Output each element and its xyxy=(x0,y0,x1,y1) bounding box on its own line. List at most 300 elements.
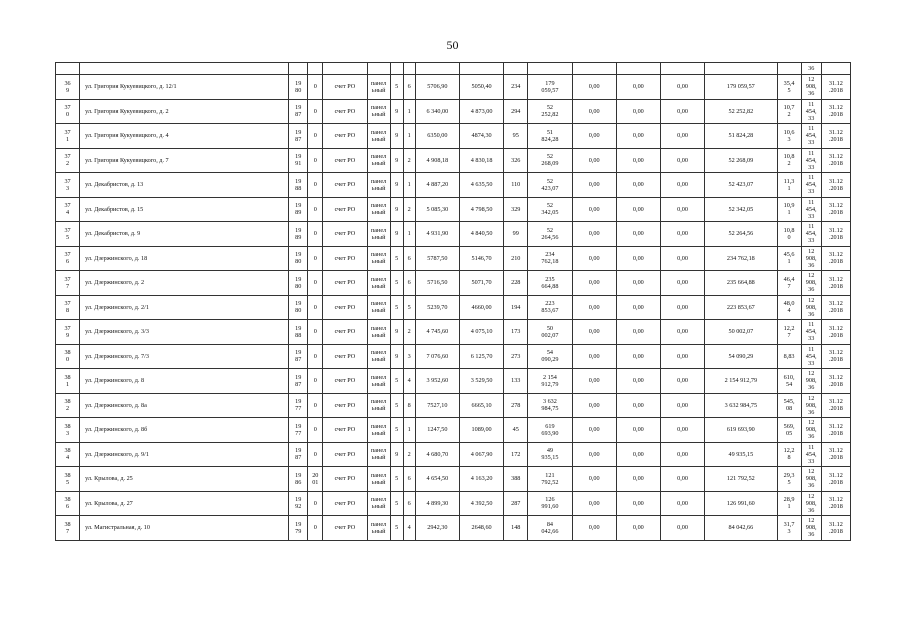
cell-cost: 52 264,56 xyxy=(528,222,572,247)
cell-residents: 99 xyxy=(504,222,528,247)
cell-year: 19 86 xyxy=(289,467,308,492)
cell-s1: 0,00 xyxy=(572,467,616,492)
table-row xyxy=(56,173,851,198)
cell-address: ул. Декабристов, д. 13 xyxy=(80,173,289,198)
cell-floors: 5 xyxy=(390,369,403,394)
cell-fund: счет РО xyxy=(323,369,367,394)
cell-unit-cost: 35,4 5 xyxy=(777,75,801,100)
cell-s2: 0,00 xyxy=(616,295,660,320)
cell-unit-cost: 11,3 1 xyxy=(777,173,801,198)
cell-limit: 12 908, 36 xyxy=(801,271,821,296)
cell-total: 51 824,28 xyxy=(705,124,777,149)
cell-num: 37 8 xyxy=(56,295,80,320)
cell-residents: 133 xyxy=(504,369,528,394)
cell-cost: 121 792,52 xyxy=(528,467,572,492)
cell-floors: 5 xyxy=(390,295,403,320)
cell-wall: панел ьный xyxy=(367,516,390,541)
cell-limit: 11 454, 33 xyxy=(801,197,821,222)
cell-area-total: 4 931,90 xyxy=(415,222,459,247)
cell-unit-cost: 545, 08 xyxy=(777,393,801,418)
cell-deadline: 31.12 .2018 xyxy=(821,442,850,467)
cell-cost: 84 042,66 xyxy=(528,516,572,541)
cell-fund: счет РО xyxy=(323,344,367,369)
table-row xyxy=(56,516,851,541)
cell-floors: 5 xyxy=(390,393,403,418)
cell-entrances: 1 xyxy=(403,222,415,247)
cell-num: 37 9 xyxy=(56,320,80,345)
cell-area-living: 4660,00 xyxy=(459,295,503,320)
cell-year: 19 87 xyxy=(289,369,308,394)
cell-address: ул. Декабристов, д. 15 xyxy=(80,197,289,222)
cell-unit-cost: 46,4 7 xyxy=(777,271,801,296)
cell-wall: панел ьный xyxy=(367,124,390,149)
cell-area-total: 4 899,30 xyxy=(415,491,459,516)
table-row xyxy=(56,222,851,247)
cell-year: 19 80 xyxy=(289,246,308,271)
cell-year: 19 87 xyxy=(289,344,308,369)
cell-area-total: 5 085,30 xyxy=(415,197,459,222)
cell-deadline: 31.12 .2018 xyxy=(821,197,850,222)
cell-area-total: 7527,10 xyxy=(415,393,459,418)
cell-deadline: 31.12 .2018 xyxy=(821,516,850,541)
cell-num: 38 5 xyxy=(56,467,80,492)
cell-deadline: 31.12 .2018 xyxy=(821,320,850,345)
cell-cost: 52 423,07 xyxy=(528,173,572,198)
cell-limit: 12 908, 36 xyxy=(801,295,821,320)
cell-num: 37 6 xyxy=(56,246,80,271)
cell-s2: 0,00 xyxy=(616,148,660,173)
cell-s1: 0,00 xyxy=(572,222,616,247)
table-row xyxy=(56,246,851,271)
cell-area-total: 7 076,60 xyxy=(415,344,459,369)
cell-address: ул. Крылова, д. 27 xyxy=(80,491,289,516)
cell-fund: счет РО xyxy=(323,418,367,443)
cell-deadline: 31.12 .2018 xyxy=(821,99,850,124)
cell-entrances: 1 xyxy=(403,124,415,149)
cell-s1: 0,00 xyxy=(572,173,616,198)
cell-unit-cost: 10,6 3 xyxy=(777,124,801,149)
cell-cost: 223 853,67 xyxy=(528,295,572,320)
cell-entrances: 4 xyxy=(403,369,415,394)
cell-s2: 0,00 xyxy=(616,124,660,149)
cell-num: 38 7 xyxy=(56,516,80,541)
cell-num: 37 2 xyxy=(56,148,80,173)
cell-address: ул. Дзержинского, д. 8а xyxy=(80,393,289,418)
cell-year2: 0 xyxy=(308,99,323,124)
table-row-continuation xyxy=(56,63,851,75)
table-row xyxy=(56,344,851,369)
cell-total: 52 268,09 xyxy=(705,148,777,173)
cell-fund: счет РО xyxy=(323,124,367,149)
cell-s3: 0,00 xyxy=(660,344,704,369)
cell-area-living: 4 163,20 xyxy=(459,467,503,492)
cell-wall: панел ьный xyxy=(367,442,390,467)
cell-deadline: 31.12 .2018 xyxy=(821,491,850,516)
cell-entrances: 6 xyxy=(403,75,415,100)
cell-year: 19 77 xyxy=(289,393,308,418)
cell-unit-cost: 45,6 1 xyxy=(777,246,801,271)
cell-total: 49 935,15 xyxy=(705,442,777,467)
cell-area-living: 3 529,50 xyxy=(459,369,503,394)
cell-s3: 0,00 xyxy=(660,222,704,247)
cell-address: ул. Григория Кукуевицкого, д. 4 xyxy=(80,124,289,149)
cell-area-total: 3 952,60 xyxy=(415,369,459,394)
cell-year: 19 80 xyxy=(289,75,308,100)
cell-fund: счет РО xyxy=(323,173,367,198)
cell-address: ул. Григория Кукуевицкого, д. 7 xyxy=(80,148,289,173)
cell-year: 19 91 xyxy=(289,148,308,173)
cell-floors: 9 xyxy=(390,148,403,173)
cell-s2: 0,00 xyxy=(616,271,660,296)
cell-limit: 11 454, 33 xyxy=(801,442,821,467)
cell-total: 3 632 984,75 xyxy=(705,393,777,418)
cell-area-living: 4 075,10 xyxy=(459,320,503,345)
cell-s3: 0,00 xyxy=(660,393,704,418)
cell-year2: 0 xyxy=(308,516,323,541)
top-row-limit-cell: 36 xyxy=(801,63,821,75)
cell-s1: 0,00 xyxy=(572,418,616,443)
cell-entrances: 1 xyxy=(403,418,415,443)
cell-s2: 0,00 xyxy=(616,344,660,369)
cell-address: ул. Дзержинского, д. 8б xyxy=(80,418,289,443)
cell-s3: 0,00 xyxy=(660,442,704,467)
cell-limit: 11 454, 33 xyxy=(801,320,821,345)
cell-residents: 388 xyxy=(504,467,528,492)
cell-limit: 12 908, 36 xyxy=(801,516,821,541)
cell-area-living: 4 830,18 xyxy=(459,148,503,173)
cell-total: 54 090,29 xyxy=(705,344,777,369)
cell-wall: панел ьный xyxy=(367,320,390,345)
cell-residents: 287 xyxy=(504,491,528,516)
cell-s2: 0,00 xyxy=(616,467,660,492)
cell-entrances: 2 xyxy=(403,442,415,467)
cell-floors: 5 xyxy=(390,491,403,516)
cell-entrances: 1 xyxy=(403,173,415,198)
cell-year2: 0 xyxy=(308,320,323,345)
cell-residents: 294 xyxy=(504,99,528,124)
cell-total: 2 154 912,79 xyxy=(705,369,777,394)
cell-residents: 234 xyxy=(504,75,528,100)
cell-s1: 0,00 xyxy=(572,99,616,124)
cell-fund: счет РО xyxy=(323,442,367,467)
cell-cost: 234 762,18 xyxy=(528,246,572,271)
cell-fund: счет РО xyxy=(323,197,367,222)
cell-entrances: 5 xyxy=(403,295,415,320)
cell-unit-cost: 10,8 2 xyxy=(777,148,801,173)
cell-s3: 0,00 xyxy=(660,516,704,541)
cell-fund: счет РО xyxy=(323,320,367,345)
cell-limit: 11 454, 33 xyxy=(801,173,821,198)
cell-total: 235 664,88 xyxy=(705,271,777,296)
cell-area-living: 4874,30 xyxy=(459,124,503,149)
cell-deadline: 31.12 .2018 xyxy=(821,467,850,492)
cell-wall: панел ьный xyxy=(367,246,390,271)
cell-deadline: 31.12 .2018 xyxy=(821,393,850,418)
cell-limit: 11 454, 33 xyxy=(801,124,821,149)
cell-address: ул. Дзержинского, д. 18 xyxy=(80,246,289,271)
cell-wall: панел ьный xyxy=(367,271,390,296)
cell-address: ул. Дзержинского, д. 7/3 xyxy=(80,344,289,369)
cell-s1: 0,00 xyxy=(572,295,616,320)
cell-unit-cost: 10,8 0 xyxy=(777,222,801,247)
cell-year: 19 92 xyxy=(289,491,308,516)
cell-cost: 52 268,09 xyxy=(528,148,572,173)
cell-entrances: 6 xyxy=(403,246,415,271)
cell-total: 179 059,57 xyxy=(705,75,777,100)
cell-deadline: 31.12 .2018 xyxy=(821,418,850,443)
cell-s2: 0,00 xyxy=(616,369,660,394)
cell-total: 50 002,07 xyxy=(705,320,777,345)
cell-year: 19 89 xyxy=(289,222,308,247)
cell-unit-cost: 48,0 4 xyxy=(777,295,801,320)
cell-area-living: 4 873,00 xyxy=(459,99,503,124)
cell-year: 19 80 xyxy=(289,271,308,296)
cell-unit-cost: 31,7 3 xyxy=(777,516,801,541)
cell-address: ул. Дзержинского, д. 3/3 xyxy=(80,320,289,345)
cell-s2: 0,00 xyxy=(616,246,660,271)
cell-s2: 0,00 xyxy=(616,320,660,345)
cell-total: 619 693,90 xyxy=(705,418,777,443)
cell-s3: 0,00 xyxy=(660,271,704,296)
cell-entrances: 4 xyxy=(403,516,415,541)
cell-wall: панел ьный xyxy=(367,99,390,124)
cell-residents: 148 xyxy=(504,516,528,541)
cell-num: 38 2 xyxy=(56,393,80,418)
cell-year2: 0 xyxy=(308,197,323,222)
cell-limit: 11 454, 33 xyxy=(801,148,821,173)
cell-area-total: 5787,50 xyxy=(415,246,459,271)
cell-fund: счет РО xyxy=(323,393,367,418)
cell-fund: счет РО xyxy=(323,271,367,296)
cell-wall: панел ьный xyxy=(367,197,390,222)
cell-floors: 5 xyxy=(390,516,403,541)
cell-floors: 9 xyxy=(390,173,403,198)
cell-address: ул. Григория Кукуевицкого, д. 12/1 xyxy=(80,75,289,100)
cell-wall: панел ьный xyxy=(367,295,390,320)
cell-s1: 0,00 xyxy=(572,516,616,541)
cell-num: 37 4 xyxy=(56,197,80,222)
cell-total: 52 264,56 xyxy=(705,222,777,247)
cell-floors: 5 xyxy=(390,75,403,100)
cell-fund: счет РО xyxy=(323,222,367,247)
cell-num: 37 1 xyxy=(56,124,80,149)
cell-limit: 12 908, 36 xyxy=(801,246,821,271)
cell-year2: 0 xyxy=(308,418,323,443)
cell-year2: 0 xyxy=(308,173,323,198)
cell-area-living: 5071,70 xyxy=(459,271,503,296)
cell-entrances: 1 xyxy=(403,99,415,124)
cell-area-total: 6 340,00 xyxy=(415,99,459,124)
cell-s3: 0,00 xyxy=(660,467,704,492)
cell-deadline: 31.12 .2018 xyxy=(821,344,850,369)
cell-limit: 11 454, 33 xyxy=(801,344,821,369)
cell-s1: 0,00 xyxy=(572,246,616,271)
cell-floors: 9 xyxy=(390,99,403,124)
cell-area-total: 4 680,70 xyxy=(415,442,459,467)
table-row xyxy=(56,197,851,222)
cell-total: 126 991,60 xyxy=(705,491,777,516)
table-row xyxy=(56,320,851,345)
cell-cost: 179 059,57 xyxy=(528,75,572,100)
cell-area-total: 5716,50 xyxy=(415,271,459,296)
cell-s3: 0,00 xyxy=(660,295,704,320)
cell-floors: 5 xyxy=(390,418,403,443)
cell-fund: счет РО xyxy=(323,491,367,516)
cell-cost: 51 824,28 xyxy=(528,124,572,149)
cell-num: 38 1 xyxy=(56,369,80,394)
cell-entrances: 6 xyxy=(403,271,415,296)
cell-s3: 0,00 xyxy=(660,418,704,443)
cell-num: 36 9 xyxy=(56,75,80,100)
cell-fund: счет РО xyxy=(323,246,367,271)
table-row xyxy=(56,467,851,492)
cell-year2: 20 01 xyxy=(308,467,323,492)
cell-s2: 0,00 xyxy=(616,222,660,247)
cell-address: ул. Крылова, д. 25 xyxy=(80,467,289,492)
cell-deadline: 31.12 .2018 xyxy=(821,148,850,173)
cell-area-living: 4 067,90 xyxy=(459,442,503,467)
cell-cost: 52 342,05 xyxy=(528,197,572,222)
cell-deadline: 31.12 .2018 xyxy=(821,173,850,198)
cell-s2: 0,00 xyxy=(616,173,660,198)
cell-year: 19 79 xyxy=(289,516,308,541)
cell-num: 37 3 xyxy=(56,173,80,198)
cell-limit: 12 908, 36 xyxy=(801,369,821,394)
cell-num: 37 0 xyxy=(56,99,80,124)
cell-year: 19 77 xyxy=(289,418,308,443)
cell-cost: 2 154 912,79 xyxy=(528,369,572,394)
cell-entrances: 8 xyxy=(403,393,415,418)
cell-area-total: 5706,90 xyxy=(415,75,459,100)
cell-fund: счет РО xyxy=(323,516,367,541)
cell-deadline: 31.12 .2018 xyxy=(821,75,850,100)
cell-total: 52 252,82 xyxy=(705,99,777,124)
cell-num: 38 3 xyxy=(56,418,80,443)
cell-cost: 3 632 984,75 xyxy=(528,393,572,418)
cell-total: 223 853,67 xyxy=(705,295,777,320)
cell-limit: 12 908, 36 xyxy=(801,467,821,492)
cell-floors: 5 xyxy=(390,467,403,492)
cell-s3: 0,00 xyxy=(660,197,704,222)
cell-year: 19 88 xyxy=(289,173,308,198)
cell-entrances: 3 xyxy=(403,344,415,369)
cell-year: 19 80 xyxy=(289,295,308,320)
table-row xyxy=(56,442,851,467)
cell-fund: счет РО xyxy=(323,75,367,100)
cell-s1: 0,00 xyxy=(572,320,616,345)
cell-area-total: 2942,30 xyxy=(415,516,459,541)
cell-deadline: 31.12 .2018 xyxy=(821,222,850,247)
cell-residents: 173 xyxy=(504,320,528,345)
cell-s3: 0,00 xyxy=(660,75,704,100)
cell-unit-cost: 29,3 5 xyxy=(777,467,801,492)
cell-s2: 0,00 xyxy=(616,99,660,124)
cell-s2: 0,00 xyxy=(616,491,660,516)
cell-entrances: 6 xyxy=(403,491,415,516)
cell-deadline: 31.12 .2018 xyxy=(821,124,850,149)
cell-residents: 228 xyxy=(504,271,528,296)
cell-residents: 194 xyxy=(504,295,528,320)
cell-unit-cost: 12,2 8 xyxy=(777,442,801,467)
cell-s1: 0,00 xyxy=(572,197,616,222)
cell-cost: 126 991,60 xyxy=(528,491,572,516)
cell-entrances: 2 xyxy=(403,320,415,345)
cell-year: 19 87 xyxy=(289,99,308,124)
cell-limit: 11 454, 33 xyxy=(801,99,821,124)
table-row xyxy=(56,369,851,394)
cell-address: ул. Дзержинского, д. 2 xyxy=(80,271,289,296)
cell-cost: 50 002,07 xyxy=(528,320,572,345)
cell-year: 19 89 xyxy=(289,197,308,222)
table-row xyxy=(56,295,851,320)
cell-area-total: 4 654,50 xyxy=(415,467,459,492)
cell-cost: 49 935,15 xyxy=(528,442,572,467)
cell-unit-cost: 10,7 2 xyxy=(777,99,801,124)
cell-total: 52 342,05 xyxy=(705,197,777,222)
cell-fund: счет РО xyxy=(323,295,367,320)
cell-residents: 273 xyxy=(504,344,528,369)
cell-s1: 0,00 xyxy=(572,491,616,516)
cell-s2: 0,00 xyxy=(616,393,660,418)
cell-year2: 0 xyxy=(308,295,323,320)
cell-year2: 0 xyxy=(308,148,323,173)
cell-year2: 0 xyxy=(308,393,323,418)
cell-s3: 0,00 xyxy=(660,124,704,149)
cell-floors: 5 xyxy=(390,246,403,271)
cell-num: 37 5 xyxy=(56,222,80,247)
cell-address: ул. Дзержинского, д. 8 xyxy=(80,369,289,394)
cell-s3: 0,00 xyxy=(660,99,704,124)
cell-residents: 329 xyxy=(504,197,528,222)
cell-s1: 0,00 xyxy=(572,442,616,467)
cell-wall: панел ьный xyxy=(367,344,390,369)
cell-area-living: 2648,60 xyxy=(459,516,503,541)
table-row xyxy=(56,124,851,149)
cell-wall: панел ьный xyxy=(367,467,390,492)
cell-num: 38 4 xyxy=(56,442,80,467)
cell-total: 52 423,07 xyxy=(705,173,777,198)
cell-area-living: 1089,00 xyxy=(459,418,503,443)
cell-limit: 12 908, 36 xyxy=(801,393,821,418)
cell-unit-cost: 610, 54 xyxy=(777,369,801,394)
cell-s3: 0,00 xyxy=(660,369,704,394)
cell-total: 84 042,66 xyxy=(705,516,777,541)
table-row xyxy=(56,99,851,124)
cell-residents: 95 xyxy=(504,124,528,149)
cell-s1: 0,00 xyxy=(572,271,616,296)
table-row xyxy=(56,148,851,173)
table-row xyxy=(56,393,851,418)
page-number: 50 xyxy=(446,38,459,52)
cell-s3: 0,00 xyxy=(660,491,704,516)
cell-year2: 0 xyxy=(308,246,323,271)
cell-address: ул. Магистральная, д. 10 xyxy=(80,516,289,541)
table-row xyxy=(56,418,851,443)
table-row xyxy=(56,271,851,296)
cell-year2: 0 xyxy=(308,222,323,247)
cell-s1: 0,00 xyxy=(572,75,616,100)
cell-address: ул. Григория Кукуевицкого, д. 2 xyxy=(80,99,289,124)
cell-floors: 9 xyxy=(390,197,403,222)
cell-limit: 12 908, 36 xyxy=(801,418,821,443)
cell-unit-cost: 10,9 1 xyxy=(777,197,801,222)
cell-unit-cost: 28,9 1 xyxy=(777,491,801,516)
cell-s2: 0,00 xyxy=(616,75,660,100)
cell-wall: панел ьный xyxy=(367,491,390,516)
housing-registry-table xyxy=(55,62,851,541)
cell-s1: 0,00 xyxy=(572,148,616,173)
cell-deadline: 31.12 .2018 xyxy=(821,246,850,271)
